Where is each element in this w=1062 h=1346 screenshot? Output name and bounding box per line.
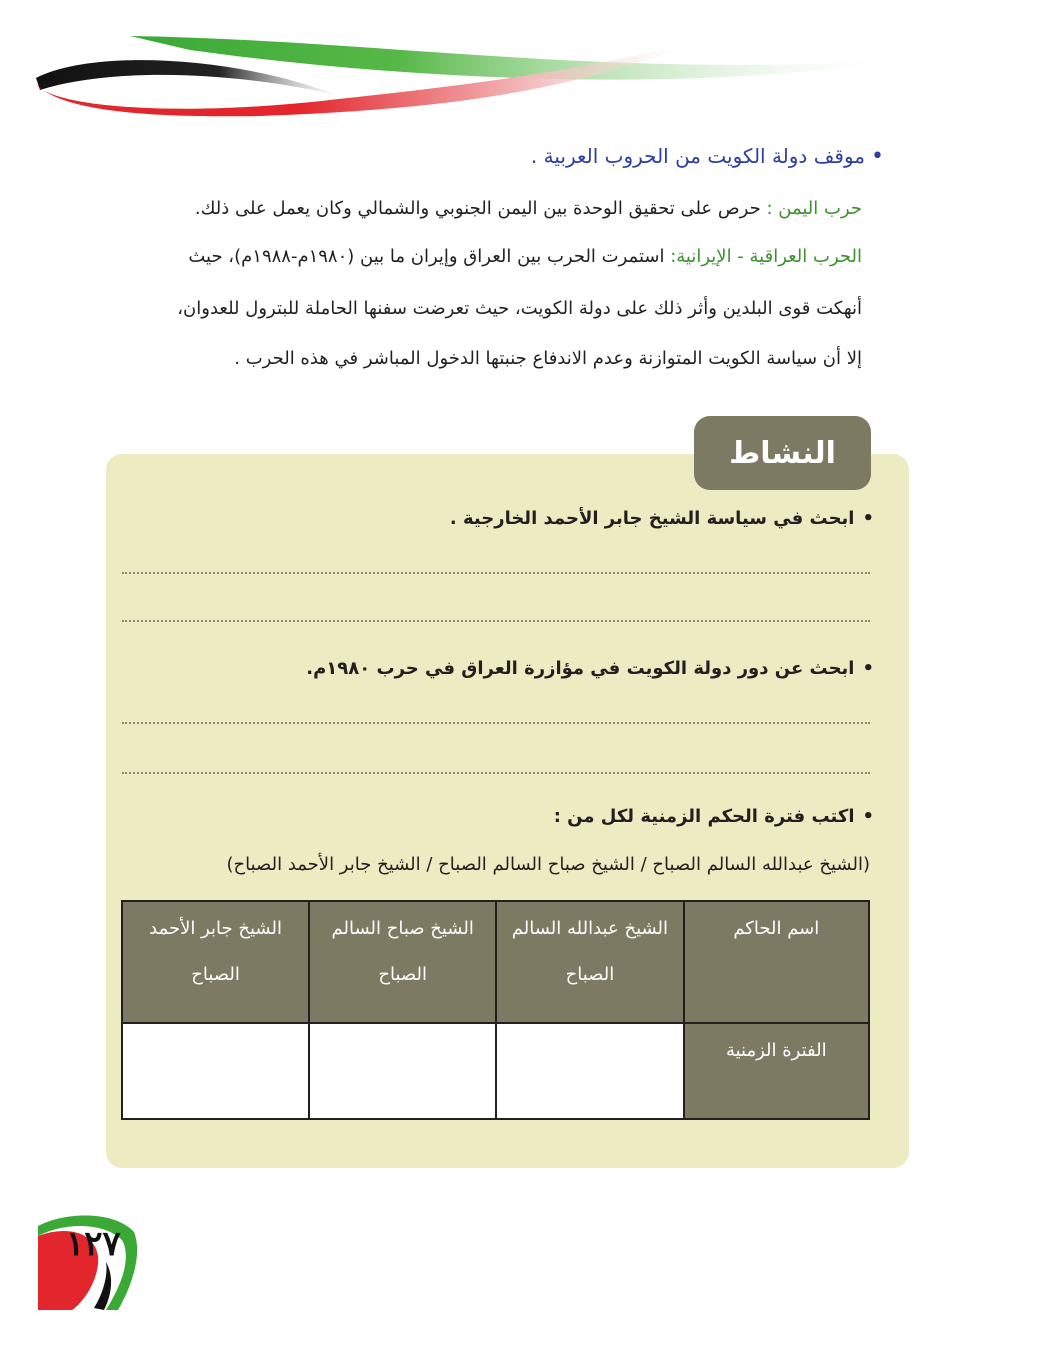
yemen-label: حرب اليمن :: [766, 198, 862, 219]
question-3-bullet: •: [862, 806, 874, 827]
question-3-text: اكتب فترة الحكم الزمنية لكل من :: [553, 806, 855, 827]
period-abdullah-cell[interactable]: [496, 1023, 683, 1119]
period-jaber-cell[interactable]: [122, 1023, 309, 1119]
iraq-iran-line-3: إلا أن سياسة الكويت المتوازنة وعدم الاندفاع جنبتها الدخول المباشر في هذه الحرب .: [234, 348, 862, 369]
page-number: ١٢٧: [66, 1224, 121, 1264]
question-1-text: ابحث في سياسة الشيخ جابر الأحمد الخارجية .: [449, 508, 855, 529]
iraq-iran-line-2: أنهكت قوى البلدين وأثر ذلك على دولة الكويت، حيث تعرضت سفنها الحاملة للبترول للعدوان،: [177, 298, 862, 319]
table-header-row: [122, 901, 869, 1023]
yemen-paragraph: [102, 196, 862, 222]
yemen-text: حرص على تحقيق الوحدة بين اليمن الجنوبي والشمالي وكان يعمل على ذلك.: [194, 198, 761, 219]
question-2-text: ابحث عن دور دولة الكويت في مؤازرة العراق في حرب ١٩٨٠م.: [306, 658, 855, 679]
header-abdullah: الشيخ عبدالله السالم الصباح: [496, 901, 683, 1023]
answer-line-4[interactable]: [122, 772, 870, 774]
heading-bullet: •: [871, 144, 884, 169]
answer-line-3[interactable]: [122, 722, 870, 724]
iraq-iran-line-1: [102, 244, 862, 270]
question-2-bullet: •: [862, 658, 874, 679]
iraq-iran-text-1: استمرت الحرب بين العراق وإيران ما بين (١٩٨٠م-١٩٨٨م)، حيث: [188, 246, 665, 267]
header-sabah: الشيخ صباح السالم الصباح: [309, 901, 496, 1023]
header-flag-swoosh: [0, 0, 1062, 120]
question-2: [154, 658, 874, 679]
table-row: [122, 1023, 869, 1119]
question-3: [154, 806, 874, 827]
question-1-bullet: •: [862, 508, 874, 529]
period-sabah-cell[interactable]: [309, 1023, 496, 1119]
question-1: [154, 508, 874, 529]
rulers-table: [121, 900, 870, 1120]
answer-line-1[interactable]: [122, 572, 870, 574]
activity-title: النشاط: [694, 416, 871, 490]
answer-line-2[interactable]: [122, 620, 870, 622]
header-ruler-name: اسم الحاكم: [684, 901, 869, 1023]
header-jaber: الشيخ جابر الأحمد الصباح: [122, 901, 309, 1023]
heading-text: موقف دولة الكويت من الحروب العربية .: [530, 144, 866, 168]
section-heading: [164, 144, 884, 169]
row-label-period: الفترة الزمنية: [684, 1023, 869, 1119]
rulers-names: (الشيخ عبدالله السالم الصباح / الشيخ صباح السالم الصباح / الشيخ جابر الأحمد الصباح): [226, 854, 870, 875]
iraq-iran-label: الحرب العراقية - الإيرانية:: [670, 246, 862, 267]
